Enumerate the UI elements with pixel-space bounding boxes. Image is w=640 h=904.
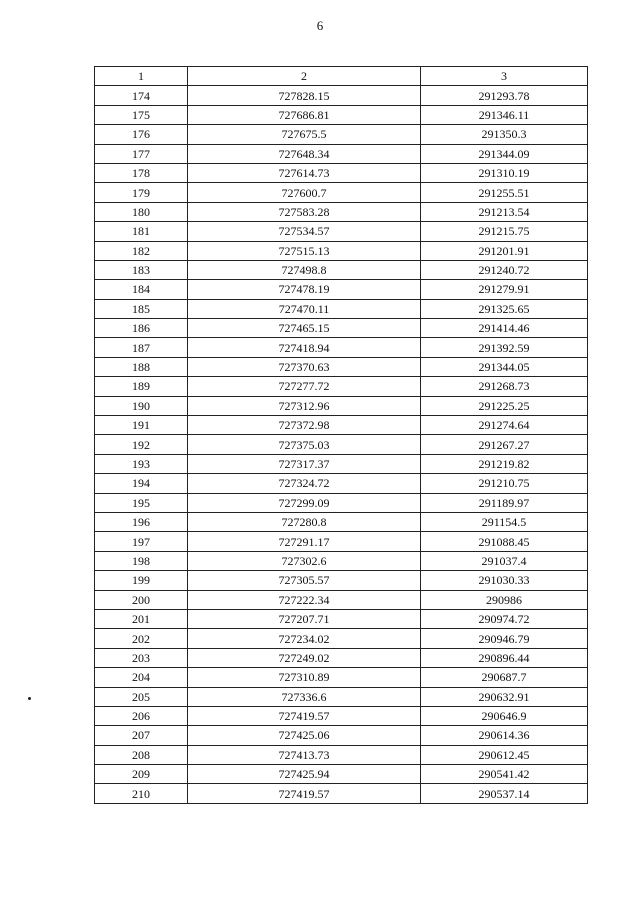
y-coordinate-cell: 290614.36 <box>421 726 588 745</box>
table-row <box>95 687 588 706</box>
y-coordinate-cell: 291268.73 <box>421 377 588 396</box>
x-coordinate-cell: 727317.37 <box>188 454 421 473</box>
y-coordinate-cell: 291201.91 <box>421 241 588 260</box>
point-number-cell: 175 <box>95 105 188 124</box>
y-coordinate-cell: 291392.59 <box>421 338 588 357</box>
table-row <box>95 377 588 396</box>
y-coordinate-cell: 291346.11 <box>421 105 588 124</box>
x-coordinate-cell: 727498.8 <box>188 260 421 279</box>
point-number-cell: 197 <box>95 532 188 551</box>
x-coordinate-cell: 727614.73 <box>188 163 421 182</box>
point-number-cell: 189 <box>95 377 188 396</box>
y-coordinate-cell: 290687.7 <box>421 668 588 687</box>
table-row <box>95 183 588 202</box>
table-row <box>95 571 588 590</box>
point-number-cell: 199 <box>95 571 188 590</box>
x-coordinate-cell: 727515.13 <box>188 241 421 260</box>
y-coordinate-cell: 291255.51 <box>421 183 588 202</box>
table-row <box>95 706 588 725</box>
table-row <box>95 512 588 531</box>
x-coordinate-cell: 727234.02 <box>188 629 421 648</box>
point-number-cell: 207 <box>95 726 188 745</box>
y-coordinate-cell: 291279.91 <box>421 280 588 299</box>
point-number-cell: 196 <box>95 512 188 531</box>
y-coordinate-cell: 291240.72 <box>421 260 588 279</box>
x-coordinate-cell: 727583.28 <box>188 202 421 221</box>
y-coordinate-cell: 291189.97 <box>421 493 588 512</box>
y-coordinate-cell: 290946.79 <box>421 629 588 648</box>
point-number-cell: 208 <box>95 745 188 764</box>
y-coordinate-cell: 290646.9 <box>421 706 588 725</box>
x-coordinate-cell: 727418.94 <box>188 338 421 357</box>
y-coordinate-cell: 290612.45 <box>421 745 588 764</box>
column-header-1: 1 <box>95 67 188 86</box>
point-number-cell: 202 <box>95 629 188 648</box>
y-coordinate-cell: 290632.91 <box>421 687 588 706</box>
table-row <box>95 202 588 221</box>
x-coordinate-cell: 727312.96 <box>188 396 421 415</box>
x-coordinate-cell: 727425.06 <box>188 726 421 745</box>
point-number-cell: 198 <box>95 551 188 570</box>
x-coordinate-cell: 727280.8 <box>188 512 421 531</box>
point-number-cell: 185 <box>95 299 188 318</box>
point-number-cell: 192 <box>95 435 188 454</box>
y-coordinate-cell: 291225.25 <box>421 396 588 415</box>
x-coordinate-cell: 727465.15 <box>188 319 421 338</box>
x-coordinate-cell: 727291.17 <box>188 532 421 551</box>
point-number-cell: 184 <box>95 280 188 299</box>
table-row <box>95 784 588 803</box>
table-header-row <box>95 67 588 86</box>
table-row <box>95 590 588 609</box>
table-row <box>95 532 588 551</box>
table-row <box>95 551 588 570</box>
y-coordinate-cell: 291350.3 <box>421 125 588 144</box>
point-number-cell: 210 <box>95 784 188 803</box>
point-number-cell: 209 <box>95 765 188 784</box>
point-number-cell: 206 <box>95 706 188 725</box>
x-coordinate-cell: 727375.03 <box>188 435 421 454</box>
point-number-cell: 182 <box>95 241 188 260</box>
point-number-cell: 183 <box>95 260 188 279</box>
x-coordinate-cell: 727648.34 <box>188 144 421 163</box>
table-row <box>95 299 588 318</box>
y-coordinate-cell: 291344.09 <box>421 144 588 163</box>
table-row <box>95 319 588 338</box>
table-row <box>95 648 588 667</box>
y-coordinate-cell: 291344.05 <box>421 357 588 376</box>
x-coordinate-cell: 727370.63 <box>188 357 421 376</box>
column-header-3: 3 <box>421 67 588 86</box>
y-coordinate-cell: 290896.44 <box>421 648 588 667</box>
point-number-cell: 178 <box>95 163 188 182</box>
point-number-cell: 204 <box>95 668 188 687</box>
table-row <box>95 260 588 279</box>
point-number-cell: 187 <box>95 338 188 357</box>
y-coordinate-cell: 291030.33 <box>421 571 588 590</box>
y-coordinate-cell: 291219.82 <box>421 454 588 473</box>
y-coordinate-cell: 291215.75 <box>421 222 588 241</box>
table-body <box>95 86 588 803</box>
table-row <box>95 745 588 764</box>
x-coordinate-cell: 727413.73 <box>188 745 421 764</box>
x-coordinate-cell: 727419.57 <box>188 784 421 803</box>
y-coordinate-cell: 290537.14 <box>421 784 588 803</box>
point-number-cell: 180 <box>95 202 188 221</box>
table-row <box>95 241 588 260</box>
y-coordinate-cell: 290541.42 <box>421 765 588 784</box>
table-row <box>95 357 588 376</box>
x-coordinate-cell: 727534.57 <box>188 222 421 241</box>
point-number-cell: 195 <box>95 493 188 512</box>
x-coordinate-cell: 727302.6 <box>188 551 421 570</box>
x-coordinate-cell: 727222.34 <box>188 590 421 609</box>
table-row <box>95 163 588 182</box>
y-coordinate-cell: 291414.46 <box>421 319 588 338</box>
point-number-cell: 194 <box>95 474 188 493</box>
point-number-cell: 177 <box>95 144 188 163</box>
point-number-cell: 193 <box>95 454 188 473</box>
table-row <box>95 280 588 299</box>
table-row <box>95 726 588 745</box>
table-row <box>95 668 588 687</box>
x-coordinate-cell: 727310.89 <box>188 668 421 687</box>
x-coordinate-cell: 727425.94 <box>188 765 421 784</box>
point-number-cell: 190 <box>95 396 188 415</box>
table-row <box>95 454 588 473</box>
x-coordinate-cell: 727249.02 <box>188 648 421 667</box>
y-coordinate-cell: 291088.45 <box>421 532 588 551</box>
point-number-cell: 186 <box>95 319 188 338</box>
stray-mark <box>28 697 31 700</box>
point-number-cell: 179 <box>95 183 188 202</box>
x-coordinate-cell: 727336.6 <box>188 687 421 706</box>
table-row <box>95 474 588 493</box>
table-row <box>95 338 588 357</box>
table-row <box>95 222 588 241</box>
page-number: 6 <box>316 18 324 33</box>
x-coordinate-cell: 727478.19 <box>188 280 421 299</box>
table-row <box>95 435 588 454</box>
point-number-cell: 203 <box>95 648 188 667</box>
x-coordinate-cell: 727600.7 <box>188 183 421 202</box>
point-number-cell: 174 <box>95 86 188 105</box>
y-coordinate-cell: 291325.65 <box>421 299 588 318</box>
x-coordinate-cell: 727419.57 <box>188 706 421 725</box>
table-row <box>95 105 588 124</box>
y-coordinate-cell: 291213.54 <box>421 202 588 221</box>
point-number-cell: 176 <box>95 125 188 144</box>
x-coordinate-cell: 727207.71 <box>188 609 421 628</box>
y-coordinate-cell: 290974.72 <box>421 609 588 628</box>
point-number-cell: 201 <box>95 609 188 628</box>
y-coordinate-cell: 291293.78 <box>421 86 588 105</box>
point-number-cell: 205 <box>95 687 188 706</box>
x-coordinate-cell: 727372.98 <box>188 416 421 435</box>
y-coordinate-cell: 290986 <box>421 590 588 609</box>
table-row <box>95 144 588 163</box>
y-coordinate-cell: 291037.4 <box>421 551 588 570</box>
point-number-cell: 181 <box>95 222 188 241</box>
column-header-2: 2 <box>188 67 421 86</box>
x-coordinate-cell: 727686.81 <box>188 105 421 124</box>
table-row <box>95 493 588 512</box>
y-coordinate-cell: 291210.75 <box>421 474 588 493</box>
x-coordinate-cell: 727299.09 <box>188 493 421 512</box>
point-number-cell: 191 <box>95 416 188 435</box>
table-row <box>95 86 588 105</box>
table-row <box>95 396 588 415</box>
table-row <box>95 765 588 784</box>
y-coordinate-cell: 291267.27 <box>421 435 588 454</box>
table-row <box>95 609 588 628</box>
x-coordinate-cell: 727277.72 <box>188 377 421 396</box>
y-coordinate-cell: 291310.19 <box>421 163 588 182</box>
coordinates-table <box>94 66 588 804</box>
x-coordinate-cell: 727828.15 <box>188 86 421 105</box>
point-number-cell: 188 <box>95 357 188 376</box>
x-coordinate-cell: 727675.5 <box>188 125 421 144</box>
y-coordinate-cell: 291274.64 <box>421 416 588 435</box>
x-coordinate-cell: 727324.72 <box>188 474 421 493</box>
x-coordinate-cell: 727470.11 <box>188 299 421 318</box>
x-coordinate-cell: 727305.57 <box>188 571 421 590</box>
table-row <box>95 125 588 144</box>
table-row <box>95 629 588 648</box>
y-coordinate-cell: 291154.5 <box>421 512 588 531</box>
table-row <box>95 416 588 435</box>
point-number-cell: 200 <box>95 590 188 609</box>
